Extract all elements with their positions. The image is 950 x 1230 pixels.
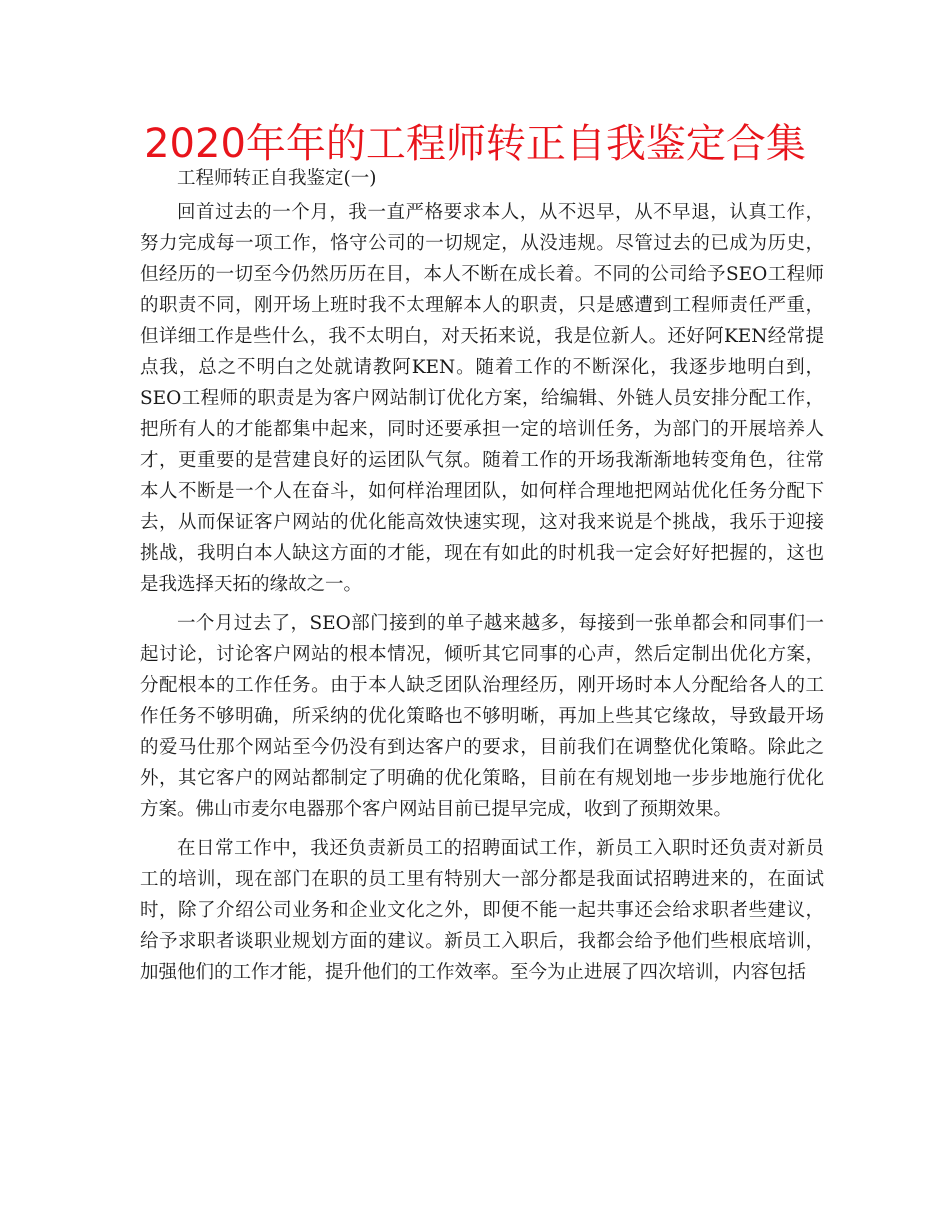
section-subtitle: 工程师转正自我鉴定(一) xyxy=(177,168,377,189)
document-body xyxy=(140,165,824,988)
paragraph-1: 回首过去的一个月，我一直严格要求本人，从不迟早，从不早退，认真工作，努力完成每一项工作，恪守公司的一切规定，从没违规。尽管过去的已成为历史，但经历的一切至今仍然历历在目，本人不断在成长着。不同的公司给予SEO工程师的职责不同，刚开场上班时我不太理解本人的职责，只是感遭到工程师责任严重，但详细工作是些什么，我不太明白，对天拓来说，我是位新人。还好阿KEN经常提点我，总之不明白之处就请教阿KEN。随着工作的不断深化，我逐步地明白到，SEO工程师的职责是为客户网站制订优化方案，给编辑、外链人员安排分配工作，把所有人的才能都集中起来，同时还要承担一定的培训任务，为部门的开展培养人才，更重要的是营建良好的运团队气氛。随着工作的开场我渐渐地转变角色，往常本人不断是一个人在奋斗，如何样治理团队，如何样合理地把网站优化任务分配下去，从而保证客户网站的优化能高效快速实现，这对我来说是个挑战，我乐于迎接挑战，我明白本人缺这方面的才能，现在有如此的时机我一定会好好把握的，这也是我选择天拓的缘故之一。 xyxy=(140,202,824,595)
paragraph-3: 在日常工作中，我还负责新员工的招聘面试工作，新员工入职时还负责对新员工的培训，现在部门在职的员工里有特别大一部分都是我面试招聘进来的，在面试时，除了介绍公司业务和企业文化之外，即便不能一起共事还会给求职者些建议，给予求职者谈职业规划方面的建议。新员工入职后，我都会给予他们些根底培训，加强他们的工作才能，提升他们的工作效率。至今为止进展了四次培训，内容包括 xyxy=(140,838,824,983)
document-title: 2020年年的工程师转正自我鉴定合集 xyxy=(144,121,806,167)
paragraph-2: 一个月过去了，SEO部门接到的单子越来越多，每接到一张单都会和同事们一起讨论，讨论客户网站的根本情况，倾听其它同事的心声，然后定制出优化方案，分配根本的工作任务。由于本人缺乏团队治理经历，刚开场时本人分配给各人的工作任务不够明确，所采纳的优化策略也不够明晰，再加上些其它缘故，导致最开场的爱马仕那个网站至今仍没有到达客户的要求，目前我们在调整优化策略。除此之外，其它客户的网站都制定了明确的优化策略，目前在有规划地一步步地施行优化方案。佛山市麦尔电器那个客户网站目前已提早完成，收到了预期效果。 xyxy=(140,613,824,820)
